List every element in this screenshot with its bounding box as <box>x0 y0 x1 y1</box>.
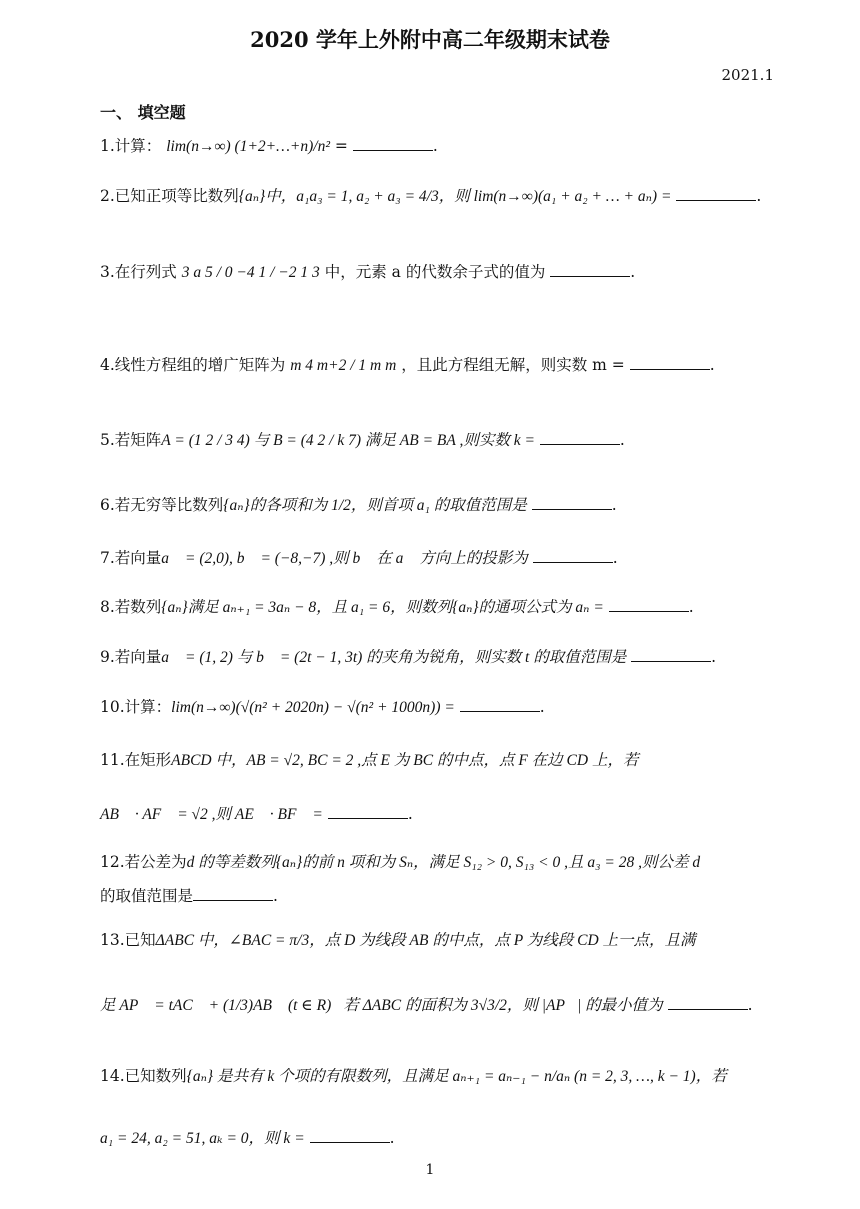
question-8-period: . <box>688 598 694 616</box>
question-14-period: . <box>389 1129 395 1147</box>
question-9-period: . <box>711 648 717 666</box>
answer-blank[interactable] <box>676 186 756 201</box>
question-14 <box>100 1066 770 1087</box>
question-2-label: 2.已知正项等比数列 <box>100 187 239 205</box>
answer-blank[interactable] <box>328 804 408 819</box>
question-11-expression: ABCD 中，AB = √2, BC = 2 ,点 E 为 BC 的中点，点 F 在边 CD 上，若 <box>171 752 639 769</box>
question-5-expression: A = (1 2 / 3 4) 与 B = (4 2 / k 7) 满足 AB = BA ,则实数 k = <box>161 432 535 449</box>
answer-blank[interactable] <box>668 995 748 1010</box>
answer-blank[interactable] <box>540 430 620 445</box>
question-9 <box>100 647 770 668</box>
question-2-period: . <box>756 187 762 205</box>
question-14-expression: {aₙ} 是共有 k 个项的有限数列，且满足 aₙ₊₁ = aₙ₋₁ − n/aₙ (n = 2, 3, …, k − 1)，若 <box>186 1068 727 1085</box>
question-3 <box>100 262 770 283</box>
question-9-expression: a⃗ = (1, 2) 与 b⃗ = (2t − 1, 3t) 的夹角为锐角，则实数 t 的取值范围是 <box>161 649 627 666</box>
question-1-period: . <box>432 137 438 155</box>
answer-blank[interactable] <box>533 548 613 563</box>
question-4 <box>100 355 770 376</box>
question-11-label: 11.在矩形 <box>100 751 172 769</box>
question-2-expression: {aₙ}中，a₁a₃ = 1, a₂ + a₃ = 4/3，则 lim(n→∞)(a₁ + a₂ + … + aₙ) = <box>238 188 672 205</box>
question-11 <box>100 750 770 771</box>
question-10-label: 10.计算： <box>100 698 172 716</box>
question-10-period: . <box>539 698 545 716</box>
answer-blank[interactable] <box>609 597 689 612</box>
question-6 <box>100 495 770 516</box>
question-6-period: . <box>611 496 617 514</box>
question-11-expression-2: AB⃗ · AF⃗ = √2 ,则 AE⃗ · BF⃗ = <box>100 806 323 823</box>
page-number: 1 <box>425 1162 435 1178</box>
question-13-expression: ΔABC 中，∠BAC = π/3，点 D 为线段 AB 的中点，点 P 为线段 CD 上一点，且满 <box>155 932 696 949</box>
question-1-label: 1.计算： <box>100 137 162 155</box>
question-6-expression: {aₙ}的各项和为 1/2，则首项 a₁ 的取值范围是 <box>223 497 527 514</box>
question-14-expression-2: a₁ = 24, a₂ = 51, aₖ = 0，则 k = <box>100 1130 305 1147</box>
question-3-text: 中，元素 a 的代数余子式的值为 <box>324 263 546 281</box>
question-12 <box>100 852 770 873</box>
question-1-expression: lim(n→∞) (1+2+…+n)/n² <box>166 138 330 155</box>
question-14-line-2 <box>100 1128 770 1149</box>
question-12-period: . <box>273 887 278 905</box>
question-6-label: 6.若无穷等比数列 <box>100 496 224 514</box>
question-13-expression-2: 足 AP⃗ = tAC⃗ + (1/3)AB⃗ (t ∈ R)，若 ΔABC 的面积为 3√3/2，则 |AP⃗| 的最小值为 <box>100 997 663 1014</box>
section-heading: 一、 填空题 <box>100 103 186 122</box>
answer-blank[interactable] <box>353 136 433 151</box>
question-7-label: 7.若向量 <box>100 549 162 567</box>
question-3-period: . <box>630 263 636 281</box>
answer-blank[interactable] <box>460 697 540 712</box>
answer-blank[interactable] <box>532 495 612 510</box>
question-13-label: 13.已知 <box>100 931 156 949</box>
question-3-label: 3.在行列式 <box>100 263 177 281</box>
question-10-expression: lim(n→∞)(√(n² + 2020n) − √(n² + 1000n)) = <box>171 699 455 716</box>
question-13 <box>100 930 770 951</box>
question-5-label: 5.若矩阵 <box>100 431 162 449</box>
answer-blank[interactable] <box>193 886 273 901</box>
question-10 <box>100 697 770 718</box>
question-5 <box>100 430 770 451</box>
question-11-line-2 <box>100 804 770 825</box>
question-12-label: 12.若公差为 <box>100 853 187 871</box>
question-9-label: 9.若向量 <box>100 648 162 666</box>
question-4-period: . <box>709 356 715 374</box>
page-title: 2020 学年上外附中高二年级期末试卷 <box>250 27 610 52</box>
question-8 <box>100 597 770 618</box>
answer-blank[interactable] <box>631 647 711 662</box>
determinant: 3 a 5 / 0 −4 1 / −2 1 3 <box>181 264 320 281</box>
question-2 <box>100 186 770 207</box>
exam-date: 2021.1 <box>721 66 774 84</box>
question-7-expression: a⃗ = (2,0), b⃗ = (−8,−7) ,则 b⃗ 在 a⃗ 方向上的投影为 <box>161 550 528 567</box>
question-14-label: 14.已知数列 <box>100 1067 187 1085</box>
question-4-label: 4.线性方程组的增广矩阵为 <box>100 356 286 374</box>
question-7 <box>100 548 770 569</box>
question-13-period: . <box>747 996 753 1014</box>
question-5-period: . <box>619 431 625 449</box>
augmented-matrix: m 4 m+2 / 1 m m <box>290 357 397 374</box>
answer-blank[interactable] <box>630 355 710 370</box>
question-1 <box>100 136 770 157</box>
question-13-line-2 <box>100 995 770 1016</box>
question-12-line-2 <box>100 886 770 906</box>
answer-blank[interactable] <box>310 1128 390 1143</box>
question-12-expression: d 的等差数列{aₙ}的前 n 项和为 Sₙ，满足 S₁₂ > 0, S₁₃ < 0 ,且 a₃ = 28 ,则公差 d <box>186 854 701 871</box>
question-8-label: 8.若数列 <box>100 598 162 616</box>
question-4-text: ，且此方程组无解，则实数 m = <box>401 356 625 374</box>
question-1-equals: = <box>334 137 348 155</box>
answer-blank[interactable] <box>550 262 630 277</box>
question-12-expression-2: 的取值范围是 <box>100 887 194 905</box>
question-8-expression: {aₙ}满足 aₙ₊₁ = 3aₙ − 8，且 a₁ = 6，则数列{aₙ}的通项公式为 aₙ = <box>161 599 604 616</box>
question-11-period: . <box>407 805 413 823</box>
question-7-period: . <box>612 549 618 567</box>
